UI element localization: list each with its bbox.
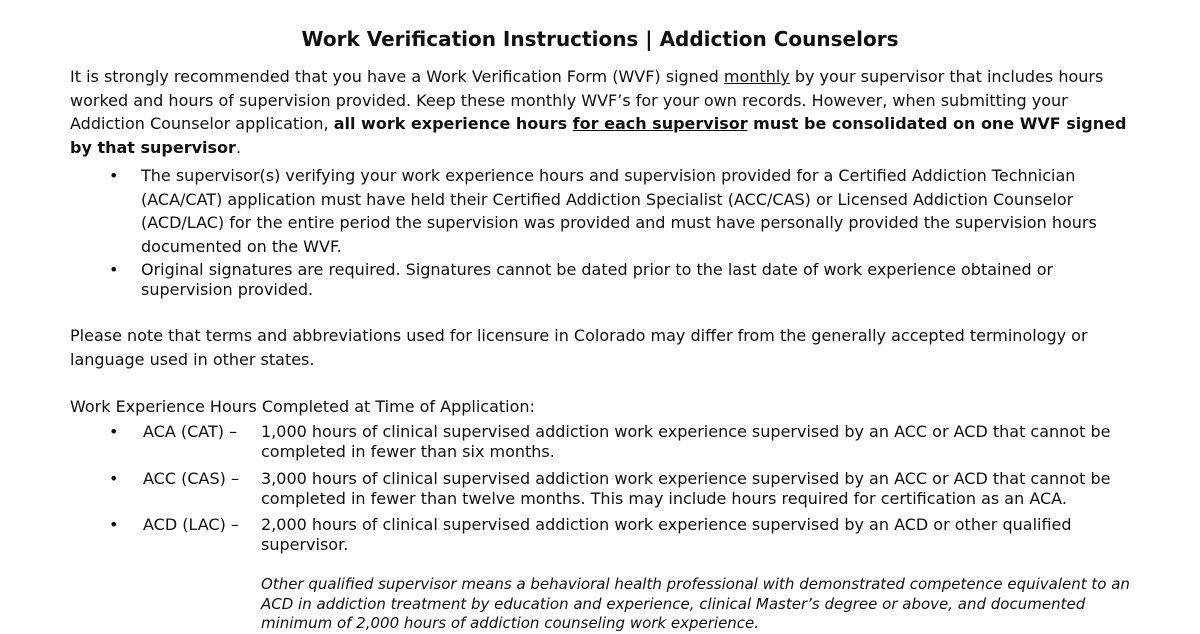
list-item xyxy=(70,469,1140,516)
bullet-icon: • xyxy=(109,260,119,279)
list-item xyxy=(70,422,1140,469)
supervisor-requirements-list xyxy=(70,164,1140,300)
credential-code: ACC (CAS) – xyxy=(143,468,239,488)
bullet-icon: • xyxy=(109,166,119,185)
qualified-supervisor-footnote: Other qualified supervisor means a behavioral health professional with demonstrated competence equivalent to an ACD in addiction treatment by education and experience, clinical Master’s degree or above, and documented minimum of 2,000 hours of addiction counseling work experience. xyxy=(261,575,1130,632)
credential-code: ACA (CAT) – xyxy=(143,422,238,441)
hours-list xyxy=(70,422,1140,562)
list-item xyxy=(70,515,1140,562)
credential-description: 1,000 hours of clinical supervised addiction work experience supervised by an ACC or ACD that cannot be completed in fewer than six months. xyxy=(261,422,1111,461)
credential-description: 2,000 hours of clinical supervised addiction work experience supervised by an ACD or other qualified supervisor. xyxy=(261,515,1072,554)
page-title: Work Verification Instructions | Addiction Counselors xyxy=(301,27,899,51)
list-item xyxy=(70,260,1140,300)
intro-paragraph xyxy=(70,65,1140,159)
bullet-icon: • xyxy=(109,515,119,534)
list-item xyxy=(70,164,1140,258)
intro-text-2: by your supervisor that includes hours worked and hours of supervision provided. Keep these monthly WVF’s for your own records. However, when submitting your Addiction Counselor application, xyxy=(70,67,1104,133)
hours-heading: Work Experience Hours Completed at Time of Application: xyxy=(70,397,535,416)
intro-text-1: It is strongly recommended that you have a Work Verification Form (WVF) signed xyxy=(70,67,724,86)
intro-bold-underlined: for each supervisor xyxy=(572,114,748,133)
bullet-icon: • xyxy=(109,422,119,441)
credential-description: 3,000 hours of clinical supervised addiction work experience supervised by an ACC or ACD that cannot be completed in fewer than twelve months. This may include hours required for certification as an ACA. xyxy=(261,468,1111,508)
intro-end: . xyxy=(235,137,242,157)
bullet-icon: • xyxy=(109,468,119,488)
list-item-text: Original signatures are required. Signatures cannot be dated prior to the last date of work experience obtained or supervision provided. xyxy=(141,260,1054,299)
intro-bold-1: all work experience hours xyxy=(333,114,573,133)
intro-monthly: monthly xyxy=(723,67,790,86)
terminology-note: Please note that terms and abbreviations used for licensure in Colorado may differ from the generally accepted terminology or language used in other states. xyxy=(70,326,1088,369)
intro-bold-2: must be consolidated on one WVF signed by that supervisor xyxy=(70,114,1127,157)
credential-code: ACD (LAC) – xyxy=(143,515,239,534)
list-item-text: The supervisor(s) verifying your work experience hours and supervision provided for a Certified Addiction Technician (ACA/CAT) application must have held their Certified Addiction Specialist (ACC/CAS) or Licensed Addiction Counselor (ACD/LAC) for the entire period the supervision was provided and must have personally provided the supervision hours documented on the WVF. xyxy=(141,166,1097,256)
